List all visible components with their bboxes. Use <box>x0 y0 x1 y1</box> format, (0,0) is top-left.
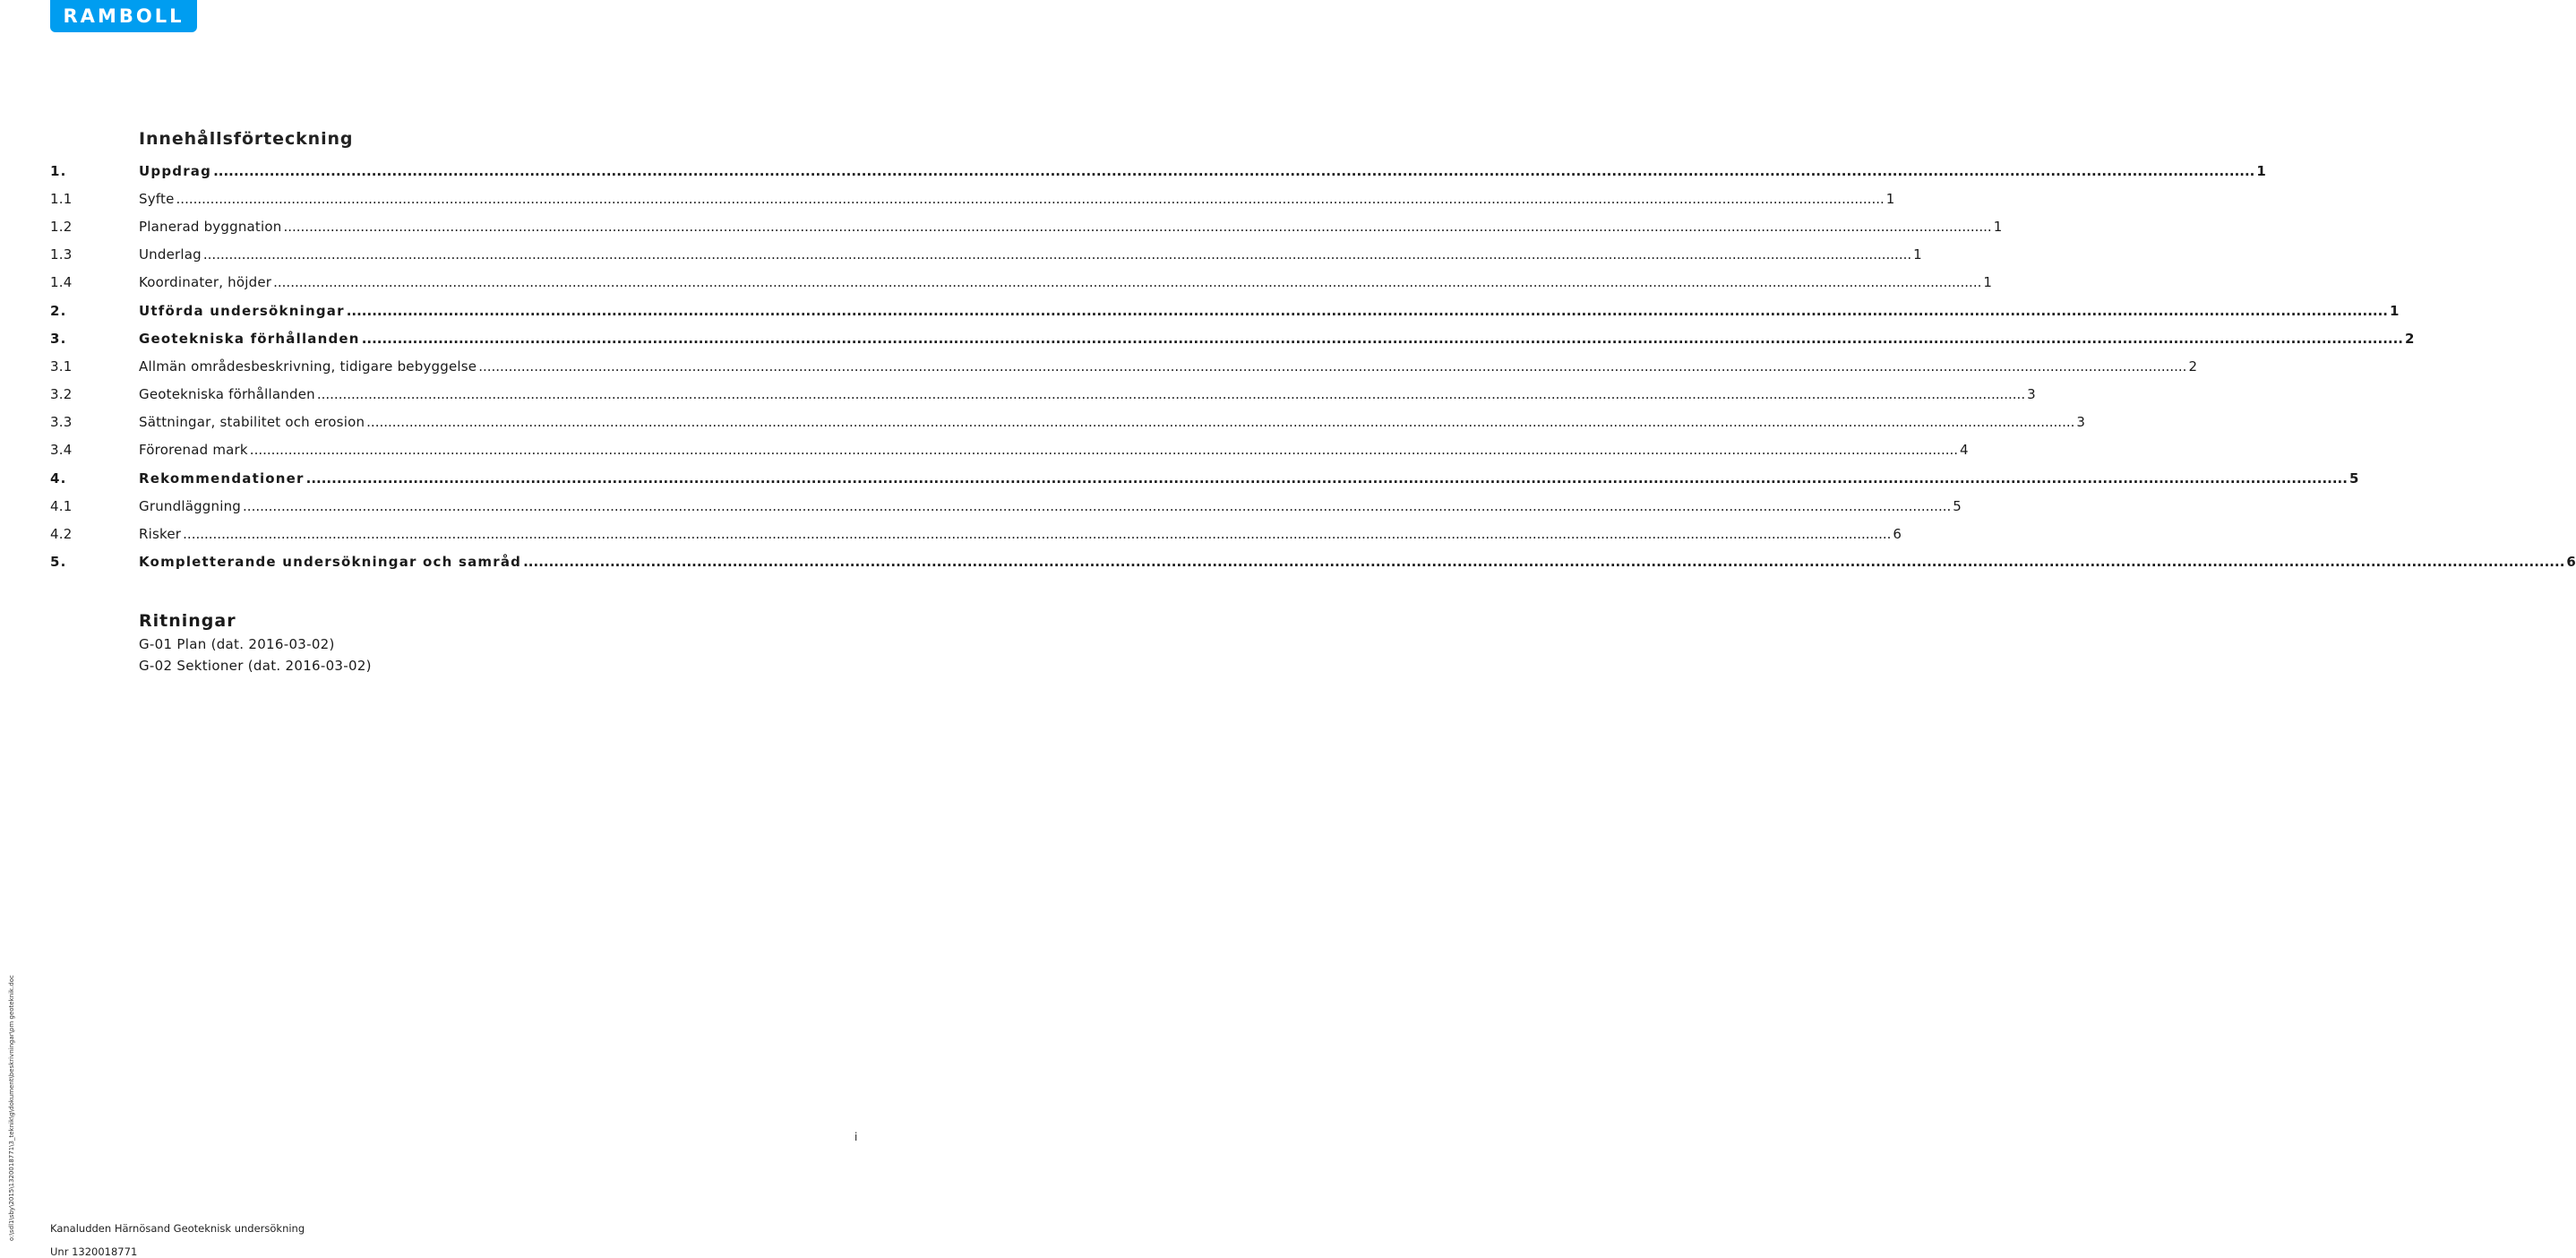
toc-entry-number: 4.2 <box>50 526 73 543</box>
toc-dot-leader: ................................................................................................................................................................................................................................................................................................................................................................................................................ <box>478 358 2187 375</box>
toc-dot-leader: ................................................................................................................................................................................................................................................................................................................................................................................................................ <box>361 330 2403 347</box>
drawing-item: G-01 Plan (dat. 2016-03-02) <box>139 636 335 652</box>
toc-entry[interactable] <box>50 409 2085 436</box>
toc-entry[interactable] <box>50 241 1922 269</box>
drawings-list <box>139 633 372 676</box>
toc-entry[interactable] <box>50 352 2197 380</box>
toc-entry-number: 4.1 <box>50 497 73 514</box>
ramboll-logo <box>50 0 197 32</box>
toc-dot-leader: ................................................................................................................................................................................................................................................................................................................................................................................................................ <box>523 554 2565 571</box>
toc-entry-title: Förorenad mark <box>139 442 248 459</box>
toc-entry-title: Koordinater, höjder <box>139 274 272 291</box>
toc-entry[interactable] <box>50 324 2415 352</box>
drawings-title: Ritningar <box>139 611 236 631</box>
toc-entry[interactable] <box>50 520 1902 547</box>
toc-entry-page: 3 <box>2027 386 2036 403</box>
toc-dot-leader: ................................................................................................................................................................................................................................................................................................................................................................................................................ <box>202 246 1912 263</box>
toc-entry-title: Uppdrag <box>139 162 212 179</box>
toc-entry[interactable] <box>50 492 1962 520</box>
toc-entry-page: 1 <box>1993 218 2003 235</box>
toc-dot-leader: ................................................................................................................................................................................................................................................................................................................................................................................................................ <box>273 274 1982 291</box>
document-file-path: o:\sdl1\sby\2015\1320018771\3_teknik\g\dokument\beskrivningar\pm geoteknik.doc <box>8 975 15 1241</box>
toc-entry[interactable] <box>50 464 2359 492</box>
toc-entry-page: 1 <box>2256 162 2266 179</box>
toc-entry-page: 6 <box>2566 554 2576 571</box>
toc-entry-number: 1.2 <box>50 218 73 235</box>
toc-entry-number: 5. <box>50 554 67 571</box>
toc-entry-number: 3. <box>50 330 67 347</box>
toc-entry-page: 1 <box>1885 190 1895 207</box>
toc-entry-number: 1.4 <box>50 274 73 291</box>
toc-entry-title: Syfte <box>139 190 175 207</box>
toc-dot-leader: ................................................................................................................................................................................................................................................................................................................................................................................................................ <box>243 497 1952 514</box>
toc-entry-page: 2 <box>2188 358 2197 375</box>
toc-entry-number: 3.3 <box>50 414 73 431</box>
toc-dot-leader: ................................................................................................................................................................................................................................................................................................................................................................................................................ <box>346 302 2388 319</box>
toc-entry-title: Allmän områdesbeskrivning, tidigare bebyggelse <box>139 358 477 375</box>
toc-entry[interactable] <box>50 436 1969 464</box>
toc-entry-page: 6 <box>1893 526 1902 543</box>
toc-entry-number: 3.4 <box>50 442 73 459</box>
toc-entry-page: 5 <box>1953 497 1962 514</box>
toc-entry[interactable] <box>50 548 2576 576</box>
toc-entry-title: Kompletterande undersökningar och samråd <box>139 554 522 571</box>
footer-project-title: Kanaludden Härnösand Geoteknisk undersökning <box>50 1222 305 1235</box>
toc-dot-leader: ................................................................................................................................................................................................................................................................................................................................................................................................................ <box>366 414 2075 431</box>
footer-unr: Unr 1320018771 <box>50 1245 138 1258</box>
toc-entry-title: Utförda undersökningar <box>139 302 345 319</box>
toc-dot-leader: ................................................................................................................................................................................................................................................................................................................................................................................................................ <box>249 442 1959 459</box>
drawing-item: G-02 Sektioner (dat. 2016-03-02) <box>139 658 372 674</box>
toc-entry-number: 2. <box>50 302 67 319</box>
toc-entry[interactable] <box>50 269 1992 297</box>
toc-entry[interactable] <box>50 185 1895 212</box>
toc-entry-number: 1.1 <box>50 190 73 207</box>
toc-entry-number: 4. <box>50 470 67 487</box>
toc-entry[interactable] <box>50 212 2003 240</box>
toc-entry-page: 4 <box>1960 442 1969 459</box>
toc-dot-leader: ................................................................................................................................................................................................................................................................................................................................................................................................................ <box>283 218 1992 235</box>
toc-entry-number: 3.2 <box>50 386 73 403</box>
toc-dot-leader: ................................................................................................................................................................................................................................................................................................................................................................................................................ <box>305 470 2348 487</box>
toc-entry-page: 1 <box>1983 274 1992 291</box>
toc-entry-title: Sättningar, stabilitet och erosion <box>139 414 365 431</box>
toc-entry[interactable] <box>50 381 2036 409</box>
toc-entry-number: 3.1 <box>50 358 73 375</box>
table-of-contents <box>50 157 2576 576</box>
toc-entry-number: 1. <box>50 162 67 179</box>
toc-dot-leader: ................................................................................................................................................................................................................................................................................................................................................................................................................ <box>316 386 2026 403</box>
toc-entry-page: 1 <box>1913 246 1922 263</box>
toc-entry-title: Rekommendationer <box>139 470 305 487</box>
toc-entry[interactable] <box>50 297 2400 324</box>
toc-entry-page: 3 <box>2076 414 2085 431</box>
page-number: i <box>854 1131 858 1143</box>
toc-entry-title: Geotekniska förhållanden <box>139 386 315 403</box>
toc-entry-number: 1.3 <box>50 246 73 263</box>
toc-entry-title: Geotekniska förhållanden <box>139 330 360 347</box>
toc-entry-title: Planerad byggnation <box>139 218 282 235</box>
toc-dot-leader: ................................................................................................................................................................................................................................................................................................................................................................................................................ <box>183 526 1892 543</box>
toc-entry[interactable] <box>50 157 2266 185</box>
logo-text: RAMBOLL <box>63 5 185 27</box>
toc-title: Innehållsförteckning <box>139 129 354 149</box>
toc-entry-title: Underlag <box>139 246 202 263</box>
toc-entry-title: Grundläggning <box>139 497 242 514</box>
toc-entry-page: 1 <box>2390 302 2400 319</box>
toc-entry-page: 5 <box>2348 470 2359 487</box>
toc-entry-page: 2 <box>2404 330 2415 347</box>
toc-dot-leader: ................................................................................................................................................................................................................................................................................................................................................................................................................ <box>213 162 2255 179</box>
toc-dot-leader: ................................................................................................................................................................................................................................................................................................................................................................................................................ <box>176 190 1885 207</box>
toc-entry-title: Risker <box>139 526 182 543</box>
